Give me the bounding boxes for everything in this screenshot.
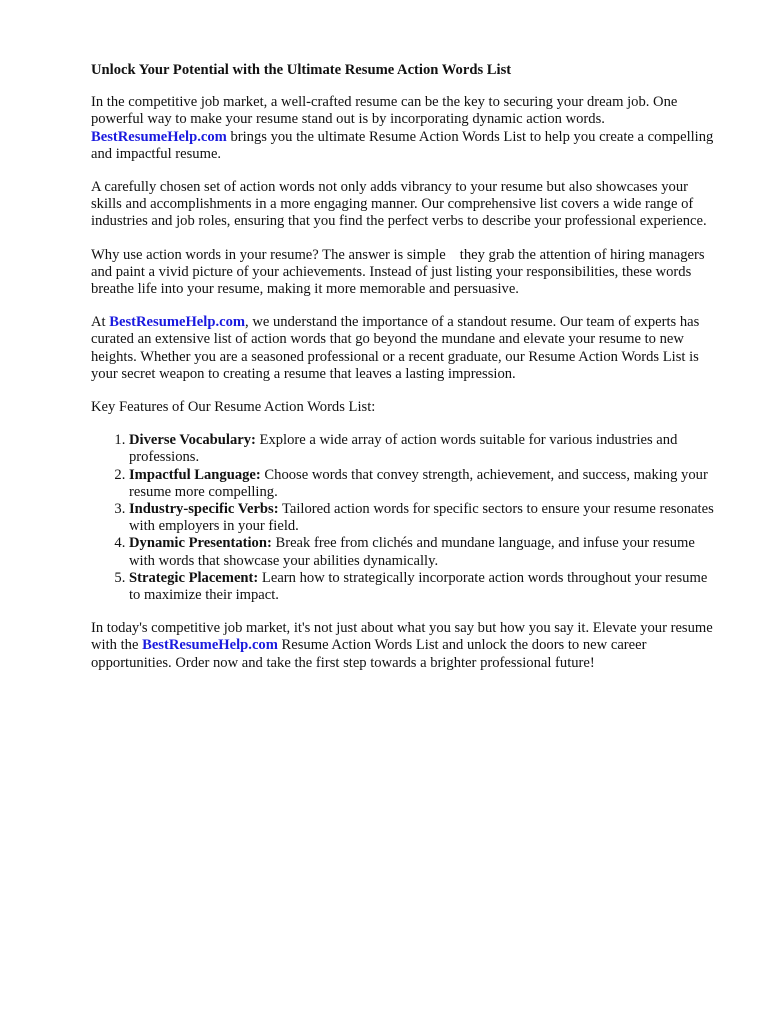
- intro-text-after: brings you the ultimate Resume Action Words List to help you create a compelling and impactful resume.: [91, 128, 714, 162]
- feature-text: Choose words that convey strength, achievement, and success, making your resume more compelling.: [129, 466, 708, 500]
- closing-text-after: Resume Action Words List and unlock the doors to new career opportunities. Order now and take the first step towards a brighter professional future!: [91, 637, 647, 671]
- closing-paragraph: [91, 620, 721, 672]
- paragraph-about-company: [91, 314, 721, 383]
- feature-term: Industry-specific Verbs:: [129, 501, 279, 518]
- document-page: [91, 62, 721, 688]
- feature-text: Learn how to strategically incorporate action words throughout your resume to maximize their impact.: [129, 569, 708, 604]
- list-item: [129, 570, 721, 604]
- intro-paragraph: [91, 94, 721, 163]
- paragraph4-text-after: , we understand the importance of a standout resume. Our team of experts has curated an extensive list of action words that go beyond the mundane and elevate your resume to new heights. Whether you are a seasoned professional or a recent graduate, our Resume Action Words List is your secret weapon to creating a resume that leaves a lasting impression.: [91, 314, 700, 382]
- document-title: Unlock Your Potential with the Ultimate Resume Action Words List: [91, 62, 512, 78]
- paragraph-why-action-words: [91, 247, 721, 299]
- paragraph-action-words-benefits: A carefully chosen set of action words not only adds vibrancy to your resume but also showcases your skills and accomplishments in a more engaging manner. Our comprehensive list covers a wide range of industries and job roles, ensuring that you find the perfect verbs to describe your professional experience.: [91, 179, 707, 230]
- site-link-closing[interactable]: BestResumeHelp.com: [142, 637, 278, 654]
- paragraph3-text-before: Why use action words in your resume? The answer is simple: [91, 246, 446, 263]
- feature-term: Impactful Language:: [129, 466, 261, 483]
- feature-text: Explore a wide array of action words suitable for various industries and professions.: [129, 432, 678, 466]
- list-item: [129, 432, 721, 466]
- features-heading: Key Features of Our Resume Action Words List:: [91, 399, 376, 416]
- list-item: [129, 467, 721, 501]
- feature-text: Break free from clichés and mundane language, and infuse your resume with words that showcase your abilities dynamically.: [129, 535, 695, 569]
- intro-text-before: In the competitive job market, a well-crafted resume can be the key to securing your dream job. One powerful way to make your resume stand out is by incorporating dynamic action words.: [91, 94, 678, 128]
- list-item: [129, 535, 721, 569]
- site-link-intro[interactable]: BestResumeHelp.com: [91, 128, 227, 145]
- site-link-about[interactable]: BestResumeHelp.com: [109, 314, 246, 331]
- paragraph3-text-after: they grab the attention of hiring managers and paint a vivid picture of your achievements. Instead of just listing your responsibilities, these words breathe life into your resume, making it more memorable and persuasive.: [91, 246, 705, 298]
- feature-term: Diverse Vocabulary:: [129, 432, 256, 449]
- features-list: [91, 432, 721, 604]
- feature-term: Strategic Placement:: [129, 569, 259, 586]
- feature-term: Dynamic Presentation:: [129, 535, 272, 552]
- feature-text: Tailored action words for specific sectors to ensure your resume resonates with employers in your field.: [129, 501, 714, 535]
- paragraph4-text-before: At: [91, 314, 106, 331]
- list-item: [129, 501, 721, 535]
- closing-text-before: In today's competitive job market, it's not just about what you say but how you say it. Elevate your resume with the: [91, 620, 713, 654]
